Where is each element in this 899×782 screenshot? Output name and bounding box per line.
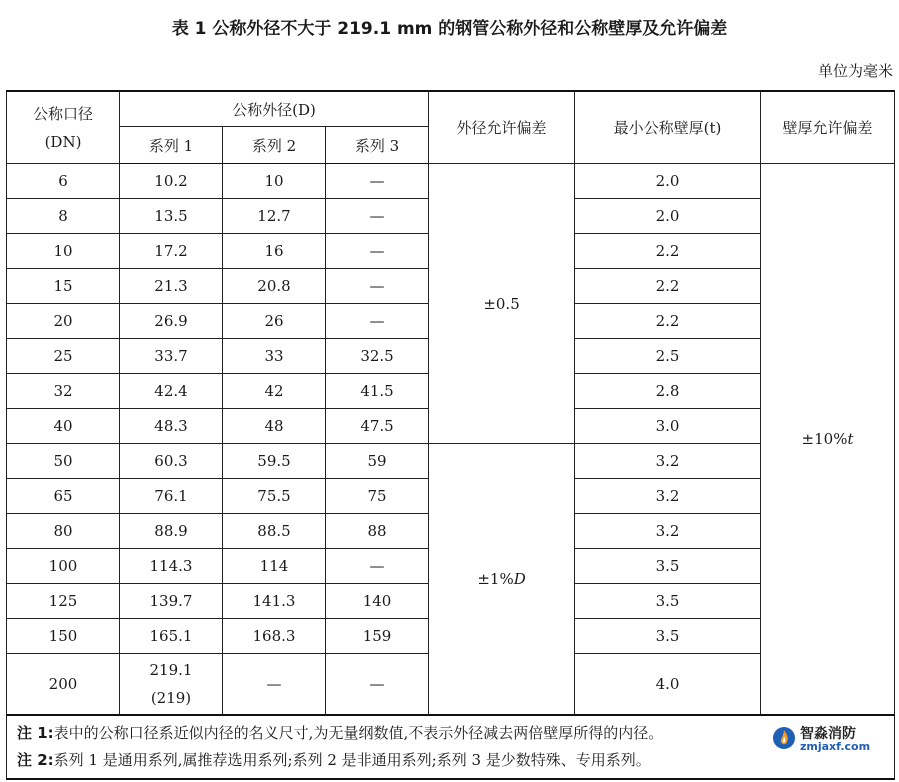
- cell-dn: 32: [7, 374, 120, 409]
- cell-series-1: 26.9: [120, 304, 223, 339]
- header-series-3: 系列 3: [326, 127, 429, 164]
- cell-series-3: —: [326, 199, 429, 234]
- cell-series-1: 33.7: [120, 339, 223, 374]
- cell-series-3: —: [326, 549, 429, 584]
- cell-series-2: 48: [223, 409, 326, 444]
- cell-dn: 6: [7, 164, 120, 199]
- cell-min-wall: 3.2: [575, 444, 761, 479]
- cell-series-2: 141.3: [223, 584, 326, 619]
- cell-series-1: 88.9: [120, 514, 223, 549]
- table-title: 表 1 公称外径不大于 219.1 mm 的钢管公称外径和公称壁厚及允许偏差: [171, 19, 728, 39]
- cell-series-1: 21.3: [120, 269, 223, 304]
- cell-series-3: —: [326, 654, 429, 716]
- wall-tolerance-value: ±10%t: [761, 164, 895, 716]
- cell-series-2: 168.3: [223, 619, 326, 654]
- cell-series-1: 76.1: [120, 479, 223, 514]
- od-tolerance-small: ±0.5: [429, 164, 575, 444]
- cell-series-1: 17.2: [120, 234, 223, 269]
- cell-series-1: 165.1: [120, 619, 223, 654]
- header-od-tolerance: 外径允许偏差: [429, 91, 575, 164]
- pipe-dimension-table: [6, 90, 895, 780]
- cell-series-3: 41.5: [326, 374, 429, 409]
- cell-min-wall: 3.5: [575, 619, 761, 654]
- cell-series-3: 75: [326, 479, 429, 514]
- cell-series-1: 139.7: [120, 584, 223, 619]
- header-series-2: 系列 2: [223, 127, 326, 164]
- watermark-logo: [768, 722, 892, 756]
- cell-dn: 25: [7, 339, 120, 374]
- cell-min-wall: 3.5: [575, 584, 761, 619]
- unit-note: 单位为毫米: [817, 62, 893, 80]
- notes-cell: [7, 715, 895, 779]
- cell-series-3: —: [326, 304, 429, 339]
- cell-min-wall: 2.0: [575, 199, 761, 234]
- cell-series-2: 20.8: [223, 269, 326, 304]
- cell-series-1: 219.1 (219): [120, 654, 223, 716]
- cell-series-1: 48.3: [120, 409, 223, 444]
- cell-series-3: 47.5: [326, 409, 429, 444]
- cell-series-2: 16: [223, 234, 326, 269]
- cell-min-wall: 2.8: [575, 374, 761, 409]
- watermark-url: zmjaxf.com: [800, 740, 871, 753]
- cell-series-3: 159: [326, 619, 429, 654]
- cell-min-wall: 3.0: [575, 409, 761, 444]
- cell-min-wall: 3.5: [575, 549, 761, 584]
- cell-series-1: 13.5: [120, 199, 223, 234]
- cell-dn: 125: [7, 584, 120, 619]
- cell-min-wall: 2.5: [575, 339, 761, 374]
- cell-series-3: —: [326, 234, 429, 269]
- note-1: 注 1:表中的公称口径系近似内径的名义尺寸,为无量纲数值,不表示外径减去两倍壁厚所得的内径。: [17, 724, 664, 742]
- cell-dn: 65: [7, 479, 120, 514]
- cell-min-wall: 2.2: [575, 304, 761, 339]
- cell-series-3: —: [326, 269, 429, 304]
- cell-series-2: 42: [223, 374, 326, 409]
- cell-series-1: 60.3: [120, 444, 223, 479]
- header-series-1: 系列 1: [120, 127, 223, 164]
- cell-dn: 10: [7, 234, 120, 269]
- notes-row: [7, 715, 895, 779]
- cell-series-2: 75.5: [223, 479, 326, 514]
- header-dn: 公称口径 (DN): [7, 91, 120, 164]
- cell-dn: 50: [7, 444, 120, 479]
- cell-min-wall: 2.0: [575, 164, 761, 199]
- cell-series-1: 42.4: [120, 374, 223, 409]
- cell-series-3: 32.5: [326, 339, 429, 374]
- cell-min-wall: 4.0: [575, 654, 761, 716]
- watermark-name: 智淼消防: [800, 726, 856, 742]
- cell-series-2: 12.7: [223, 199, 326, 234]
- table-row: [7, 164, 895, 199]
- od-tolerance-large: ±1%D: [429, 444, 575, 716]
- cell-series-1: 114.3: [120, 549, 223, 584]
- cell-dn: 200: [7, 654, 120, 716]
- cell-series-2: 59.5: [223, 444, 326, 479]
- cell-series-2: 114: [223, 549, 326, 584]
- cell-series-1: 10.2: [120, 164, 223, 199]
- cell-series-2: 88.5: [223, 514, 326, 549]
- cell-dn: 20: [7, 304, 120, 339]
- cell-series-2: —: [223, 654, 326, 716]
- fire-logo-icon: [772, 726, 796, 750]
- header-od-group: 公称外径(D): [120, 91, 429, 127]
- cell-dn: 150: [7, 619, 120, 654]
- cell-dn: 8: [7, 199, 120, 234]
- note-2: 注 2:系列 1 是通用系列,属推荐选用系列;系列 2 是非通用系列;系列 3 是少数特殊、专用系列。: [17, 751, 651, 769]
- header-min-wall: 最小公称壁厚(t): [575, 91, 761, 164]
- header-wall-tolerance: 壁厚允许偏差: [761, 91, 895, 164]
- cell-series-3: 140: [326, 584, 429, 619]
- cell-min-wall: 2.2: [575, 234, 761, 269]
- cell-min-wall: 3.2: [575, 479, 761, 514]
- cell-series-2: 33: [223, 339, 326, 374]
- cell-dn: 40: [7, 409, 120, 444]
- cell-series-2: 10: [223, 164, 326, 199]
- cell-series-3: —: [326, 164, 429, 199]
- cell-min-wall: 2.2: [575, 269, 761, 304]
- cell-series-2: 26: [223, 304, 326, 339]
- cell-min-wall: 3.2: [575, 514, 761, 549]
- cell-dn: 15: [7, 269, 120, 304]
- cell-series-3: 88: [326, 514, 429, 549]
- cell-dn: 100: [7, 549, 120, 584]
- cell-series-3: 59: [326, 444, 429, 479]
- cell-dn: 80: [7, 514, 120, 549]
